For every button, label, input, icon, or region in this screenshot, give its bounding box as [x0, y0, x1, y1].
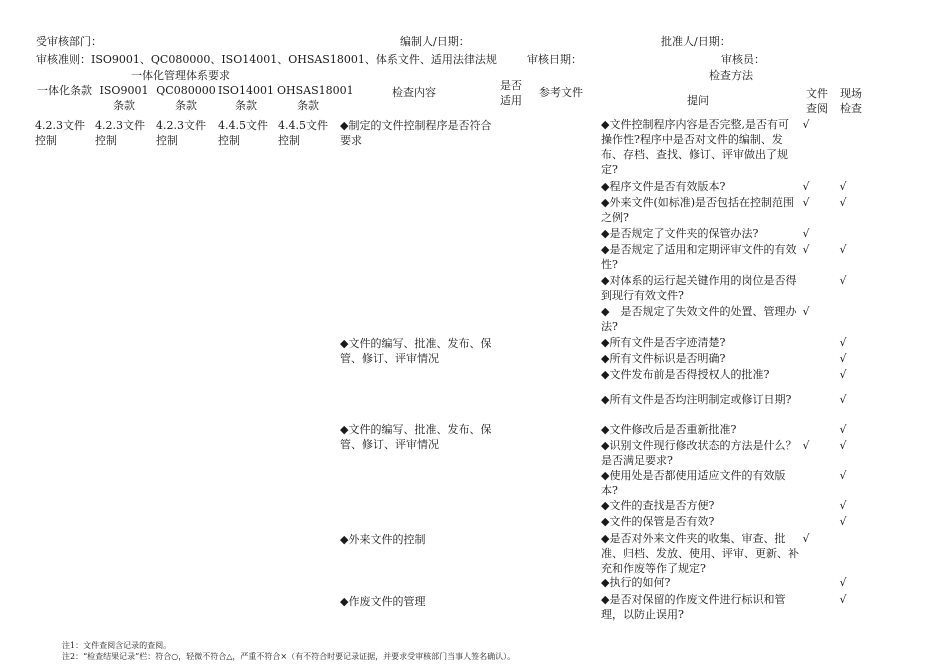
site-check-check-mark: √	[839, 593, 847, 606]
site-check-check-mark: √	[839, 368, 847, 381]
question-item: ◆外来文件(如标准)是否包括在控制范围之例?	[601, 196, 795, 224]
note-2: 注2：“检查结果记录”栏：符合○，轻微不符合△，严重不符合×（有不符合时要记录证据，并要求受审核部门当事人签名确认）。	[62, 652, 516, 661]
doc-review-check-mark: √	[802, 118, 810, 131]
question-item: ◆执行的如何?	[601, 576, 671, 589]
col-reference-doc: 参考文件	[539, 86, 583, 99]
question-item: ◆所有文件是否字迹清楚?	[601, 336, 726, 349]
site-check-check-mark: √	[839, 469, 847, 482]
clause-ohsas18001: 4.4.5文件控制	[278, 119, 328, 147]
col-site-check: 现场检查	[840, 87, 862, 115]
content-item: ◆作废文件的管理	[340, 595, 426, 608]
col-question: 提问	[687, 94, 709, 107]
site-check-check-mark: √	[839, 515, 847, 528]
method-header: 检查方法	[709, 69, 753, 82]
question-item: ◆文件发布前是否得授权人的批准?	[601, 368, 770, 381]
question-item: ◆所有文件是否均注明制定或修订日期?	[601, 393, 792, 406]
col-doc-review: 文件查阅	[806, 87, 828, 115]
audit-criteria: 审核准则：ISO9001、QC080000、ISO14001、OHSAS18001、体系文件、适用法律法规	[36, 53, 497, 66]
site-check-check-mark: √	[839, 393, 847, 406]
site-check-check-mark: √	[839, 196, 847, 209]
auditor-label: 审核员：	[721, 53, 765, 66]
site-check-check-mark: √	[839, 336, 847, 349]
doc-review-check-mark: √	[802, 243, 810, 256]
audited-dept-label: 受审核部门：	[36, 35, 102, 48]
question-item: ◆是否对保留的作废文件进行标识和管理，以防止误用?	[601, 593, 786, 621]
clause-integrated: 4.2.3文件控制	[35, 119, 85, 147]
col-iso9001-clause: ISO9001条款	[99, 84, 149, 112]
clause-iso9001: 4.2.3文件控制	[95, 119, 145, 147]
question-item: ◆文件的保管是否有效?	[601, 515, 715, 528]
question-item: ◆文件的查找是否方便?	[601, 499, 715, 512]
question-item: ◆ 是否规定了失效文件的处置、管理办法?	[601, 305, 797, 333]
col-qc080000-clause: QC080000条款	[156, 84, 216, 112]
question-item: ◆是否规定了文件夹的保管办法?	[601, 227, 759, 240]
question-item: ◆使用处是否都使用适应文件的有效版本?	[601, 469, 786, 497]
question-item: ◆是否规定了适用和定期评审文件的有效性?	[601, 243, 797, 271]
clause-iso14001: 4.4.5文件控制	[218, 119, 268, 147]
question-item: ◆对体系的运行起关键作用的岗位是否得到现行有效文件?	[601, 274, 797, 302]
site-check-check-mark: √	[839, 439, 847, 452]
site-check-check-mark: √	[839, 180, 847, 193]
question-item: ◆程序文件是否有效版本?	[601, 180, 726, 193]
doc-review-check-mark: √	[802, 180, 810, 193]
site-check-check-mark: √	[839, 243, 847, 256]
col-applicable: 是否适用	[500, 79, 522, 107]
site-check-check-mark: √	[839, 352, 847, 365]
audit-date-label: 审核日期：	[527, 53, 582, 66]
content-item: ◆文件的编写、批准、发布、保管、修订、评审情况	[340, 423, 492, 451]
question-item: ◆识别文件现行修改状态的方法是什么？是否满足要求?	[601, 439, 797, 467]
requirements-group-title: 一体化管理体系要求	[131, 69, 230, 82]
content-item: ◆文件的编写、批准、发布、保管、修订、评审情况	[340, 337, 492, 365]
site-check-check-mark: √	[839, 274, 847, 287]
question-item: ◆是否对外来文件夹的收集、审查、批准、归档、发放、使用、评审、更新、补充和作废等作了规定?	[601, 532, 799, 575]
col-iso14001-clause: ISO14001条款	[218, 84, 274, 112]
col-ohsas18001-clause: OHSAS18001条款	[277, 84, 354, 112]
content-item: ◆外来文件的控制	[340, 533, 426, 546]
col-integrated-clause: 一体化条款	[37, 84, 92, 97]
clause-qc080000: 4.2.3文件控制	[156, 119, 206, 147]
content-item: ◆制定的文件控制程序是否符合要求	[340, 119, 492, 147]
site-check-check-mark: √	[839, 576, 847, 589]
note-1: 注1：文件查阅含记录的查阅。	[62, 641, 172, 650]
question-item: ◆文件控制程序内容是否完整,是否有可操作性?程序中是否对文件的编制、发布、存档、查找、修订、评审做出了规定?	[601, 118, 789, 176]
question-item: ◆文件修改后是否重新批准?	[601, 423, 737, 436]
question-item: ◆所有文件标识是否明确?	[601, 352, 726, 365]
col-check-content: 检查内容	[392, 86, 436, 99]
site-check-check-mark: √	[839, 423, 847, 436]
compiler-date-label: 编制人/日期：	[400, 35, 470, 48]
doc-review-check-mark: √	[802, 532, 810, 545]
approver-date-label: 批准人/日期：	[661, 35, 731, 48]
doc-review-check-mark: √	[802, 196, 810, 209]
site-check-check-mark: √	[839, 499, 847, 512]
doc-review-check-mark: √	[802, 227, 810, 240]
doc-review-check-mark: √	[802, 439, 810, 452]
doc-review-check-mark: √	[802, 305, 810, 318]
